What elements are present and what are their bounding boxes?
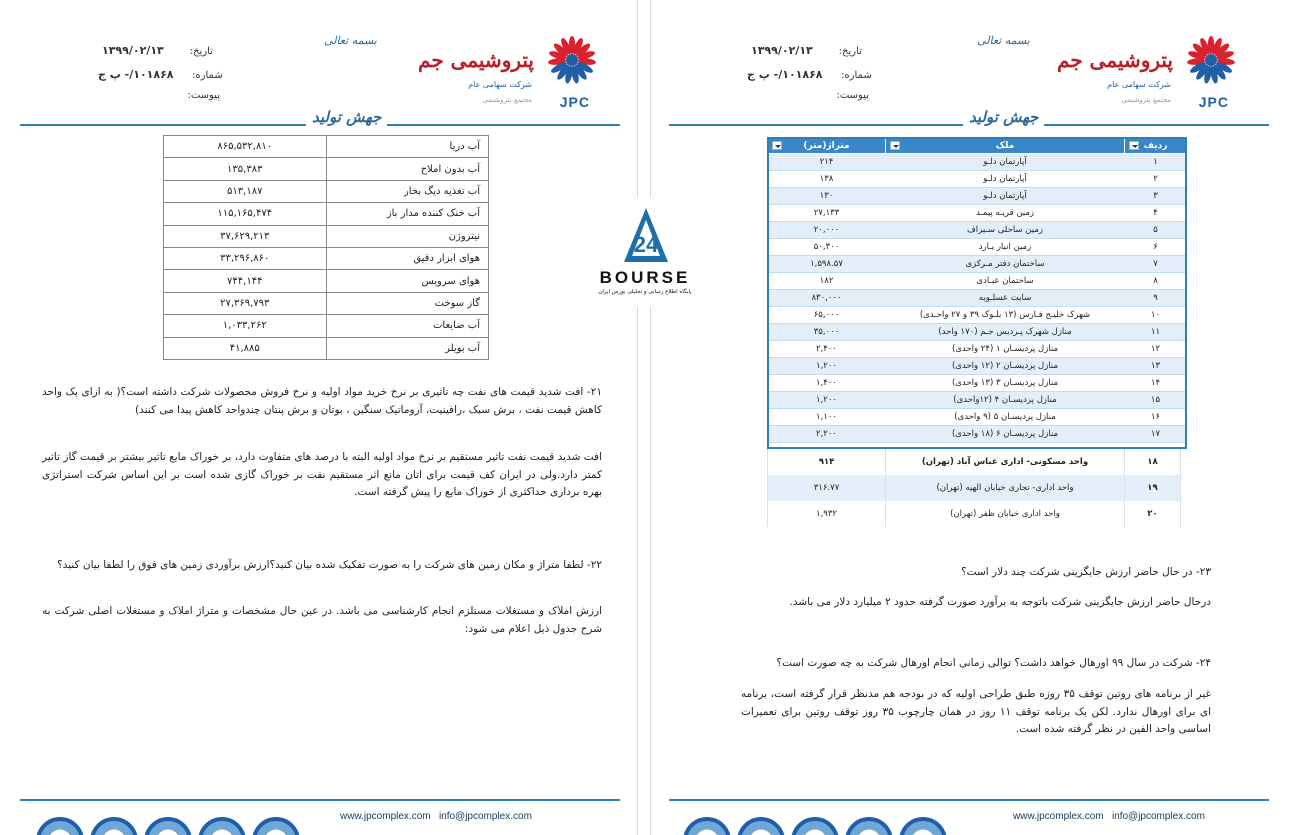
answer-21: افت شدید قیمت نفت تاثیر مستقیم بر نرخ مواد اولیه البته با درصد های متفاوت دارد، بر خوراک مایع تاثیر بیشتر بر قیمت گاز تاثیر کمتر دارد.ولی در ایران کف قیمت برای اتان مانع اثر مستقیم نفت بر خوراک گازی شده است بر این اساس شرکت استراتژی بهره برداری حداکثری از خوراک مایع را پیش گرفته است. [42, 451, 602, 498]
item-name: آب بویلر [326, 337, 489, 359]
row-number: ۷ [1125, 256, 1187, 273]
table-row [768, 256, 1187, 273]
attachment-field [174, 90, 220, 101]
attachment-label: پیوست: [836, 90, 869, 101]
slogan: جهش تولید [306, 108, 387, 126]
row-number: ۱۵ [1125, 392, 1187, 409]
slogan: جهش تولید [963, 108, 1044, 126]
question-22: ۲۲- لطفا متراژ و مکان زمین های شرکت را به صورت تفکیک شده بیان کنید؟ارزش برآوردی زمین های فوق را لطفا بیان کنید؟ [57, 559, 602, 571]
item-value: ۱,۰۳۳,۲۶۲ [164, 315, 327, 337]
table-row [768, 154, 1187, 171]
property-area: ۱,۲۰۰ [768, 358, 886, 375]
table-row [768, 188, 1187, 205]
row-number: ۱۱ [1125, 324, 1187, 341]
brand-sub: شرکت سهامی عام [1107, 80, 1171, 89]
property-area: ۲۱۴ [768, 154, 886, 171]
jpc-logotype: JPC [1198, 94, 1229, 110]
table-row [768, 449, 1181, 475]
table-row [164, 158, 489, 180]
brand-sub2: مجتمع پتروشیمی [482, 96, 532, 104]
table-row [768, 475, 1181, 501]
watermark-word: BOURSE [599, 268, 691, 287]
date-field-right [751, 44, 862, 57]
company-logo-right [1057, 30, 1243, 115]
property-name: منازل شهرک پـردیس جـم (۱۷۰ واحد) [886, 324, 1125, 341]
property-area: ۵۰,۳۰۰ [768, 239, 886, 256]
footer-email[interactable]: info@jpcomplex.com [438, 811, 532, 822]
footer-circle-icon [737, 817, 785, 835]
table-row [164, 337, 489, 359]
property-name: واحد اداری خیابان ظفر (تهران) [886, 501, 1125, 527]
date-value: ۱۳۹۹/۰۲/۱۳ [751, 44, 813, 57]
header-property-label: ملک [995, 140, 1015, 151]
row-number: ۱۶ [1125, 409, 1187, 426]
property-area: ۶۵,۰۰۰ [768, 307, 886, 324]
footer-website[interactable]: www.jpcomplex.com [1013, 811, 1104, 822]
header-row-number[interactable] [1125, 138, 1187, 154]
basmala: بسمه تعالی [977, 34, 1030, 47]
table-row [768, 409, 1187, 426]
item-value: ۷۴۴,۱۴۴ [164, 270, 327, 292]
footer-circle-icon [144, 817, 192, 835]
table-row [164, 270, 489, 292]
property-name: منازل پردیسـان ۱ (۲۴ واحدی) [886, 341, 1125, 358]
filter-dropdown-icon[interactable] [772, 141, 782, 150]
date-field [102, 44, 213, 57]
footer-circle-icon [36, 817, 84, 835]
property-area: ۲۷,۱۳۳ [768, 205, 886, 222]
footer-logos [683, 817, 947, 835]
jpc-logotype: JPC [559, 94, 590, 110]
footer-circle-icon [845, 817, 893, 835]
table-row [768, 375, 1187, 392]
footer-circle-icon [683, 817, 731, 835]
number-label: شماره: [192, 70, 223, 81]
header-row-label: ردیف [1143, 140, 1168, 151]
property-area: ۱,۵۹۸.۵۷ [768, 256, 886, 273]
table-row [164, 180, 489, 202]
property-area: ۳۱۶.۷۷ [768, 475, 886, 501]
item-name: هوای سرویس [326, 270, 489, 292]
property-name: زمین انبار یـارد [886, 239, 1125, 256]
row-number: ۶ [1125, 239, 1187, 256]
table-row [768, 392, 1187, 409]
table-row [768, 273, 1187, 290]
number-field [98, 68, 223, 81]
property-name: آپارتمان دلـو [886, 188, 1125, 205]
item-value: ۳۳,۲۹۶,۸۶۰ [164, 247, 327, 269]
property-name: واحد اداری- تجاری خیابان الهیه (تهران) [886, 475, 1125, 501]
item-name: آب خنک کننده مدار باز [326, 203, 489, 225]
property-area: ۲,۲۰۰ [768, 426, 886, 443]
row-number: ۴ [1125, 205, 1187, 222]
header-area[interactable] [768, 138, 886, 154]
footer-circle-icon [252, 817, 300, 835]
row-number: ۱۷ [1125, 426, 1187, 443]
question-23: ۲۳- در حال حاضر ارزش جایگزینی شرکت چند دلار است؟ [961, 566, 1211, 578]
footer-website[interactable]: www.jpcomplex.com [340, 811, 431, 822]
answer-24: غیر از برنامه های روتین توقف ۳۵ روزه طبق طراحی اولیه که در بودجه هم مدنظر قرار گرفته است، برنامه ای برای اورهال ندارد. لکن یک برنامه توقف ۱۱ روز در همان چارچوب ۳۵ روز توقف روتین برای تعمیرات اساسی واحد الفین در نظر گرفته شده است. [741, 688, 1211, 735]
number-value: ۱۰۱۸۶۸/- پ ج [98, 68, 174, 81]
footer-contact [1013, 811, 1205, 822]
header-area-label: متراژ(متر) [803, 140, 850, 151]
property-table-extra [767, 449, 1181, 527]
property-name: شهرک خلیـج فـارس (۱۳ بلـوک ۳۹ و ۲۷ واحـدی) [886, 307, 1125, 324]
table-row [768, 307, 1187, 324]
row-number: ۵ [1125, 222, 1187, 239]
property-name: آپارتمان دلـو [886, 154, 1125, 171]
property-name: زمین قریـه پیمـد [886, 205, 1125, 222]
property-area: ۱,۲۰۰ [768, 392, 886, 409]
table-row [768, 324, 1187, 341]
item-value: ۳۷,۶۲۹,۲۱۳ [164, 225, 327, 247]
brand-name: پتروشیمی جم [418, 48, 534, 72]
date-label: تاریخ: [838, 46, 862, 57]
question-21: ۲۱- افت شدید قیمت های نفت چه تاثیری بر نرخ خرید مواد اولیه و نرخ فروش محصولات شرکت داشته است؟( به ازای یک واحد کاهش قیمت نفت ، برش سبک ،رافینیت، آروماتیک سنگین ، بوتان و برش پنتان چندواحد کاهش پیدا می کنند) [42, 386, 602, 416]
answer-22: ارزش املاک و مستغلات مستلزم انجام کارشناسی می باشد. در عین حال مشخصات و متراژ املاک و مستغلات اصلی شرکت به شرح جدول ذیل اعلام می شود: [42, 605, 602, 635]
row-number: ۳ [1125, 188, 1187, 205]
property-area: ۲۰,۰۰۰ [768, 222, 886, 239]
header-property[interactable] [886, 138, 1125, 154]
row-number: ۱۸ [1125, 449, 1181, 475]
table-row [768, 171, 1187, 188]
item-value: ۸۶۵,۵۳۲,۸۱۰ [164, 136, 327, 158]
item-value: ۱۳۵,۳۸۳ [164, 158, 327, 180]
table-row [768, 426, 1187, 443]
answer-23: درحال حاضر ارزش جایگزینی شرکت باتوجه به برآورد صورت گرفته حدود ۲ میلیارد دلار می باشد. [789, 596, 1211, 608]
footer-divider [20, 799, 620, 801]
item-name: هوای ابزار دقیق [326, 247, 489, 269]
property-name: ساختمان عبـادی [886, 273, 1125, 290]
table-row [768, 222, 1187, 239]
footer-contact [340, 811, 532, 822]
property-name: زمین ساحلی سـیراف [886, 222, 1125, 239]
table-row [768, 501, 1181, 527]
table-row [164, 225, 489, 247]
row-number: ۱۴ [1125, 375, 1187, 392]
consumption-table [163, 135, 489, 360]
table-row [768, 290, 1187, 307]
item-name: آب ضایعات [326, 315, 489, 337]
table-row [164, 292, 489, 314]
item-value: ۴۱,۸۸۵ [164, 337, 327, 359]
svg-text:24: 24 [633, 232, 659, 257]
row-number: ۸ [1125, 273, 1187, 290]
item-name: آب دریا [326, 136, 489, 158]
bourse-logo-icon [622, 206, 670, 264]
row-number: ۱۰ [1125, 307, 1187, 324]
property-area: ۱۳۰ [768, 188, 886, 205]
property-area: ۹۱۴ [768, 449, 886, 475]
number-label: شماره: [841, 70, 872, 81]
footer-circle-icon [198, 817, 246, 835]
row-number: ۱۳ [1125, 358, 1187, 375]
company-logo [418, 30, 604, 115]
table-row [768, 239, 1187, 256]
footer-circle-icon [899, 817, 947, 835]
property-name: منازل پردیسـان ۳ (۱۳ واحدی) [886, 375, 1125, 392]
item-name: نیتروژن [326, 225, 489, 247]
property-name: منازل پردیسـان ۴ (۱۲واحدی) [886, 392, 1125, 409]
property-name: ساختمان دفتر مـرکزی [886, 256, 1125, 273]
property-area: ۱۳۸ [768, 171, 886, 188]
filter-dropdown-icon[interactable] [1129, 141, 1139, 150]
attachment-field-right [823, 90, 869, 101]
number-value: ۱۰۱۸۶۸/- پ ج [747, 68, 823, 81]
row-number: ۱۲ [1125, 341, 1187, 358]
date-value: ۱۳۹۹/۰۲/۱۳ [102, 44, 164, 57]
footer-divider [669, 799, 1269, 801]
footer-email[interactable]: info@jpcomplex.com [1111, 811, 1205, 822]
row-number: ۲ [1125, 171, 1187, 188]
item-value: ۵۱۳,۱۸۷ [164, 180, 327, 202]
flower-icon [1179, 30, 1243, 94]
property-name: منازل پردیسـان ۲ (۱۲ واحدی) [886, 358, 1125, 375]
date-label: تاریخ: [189, 46, 213, 57]
basmala: بسمه تعالی [324, 34, 377, 47]
table-row [164, 136, 489, 158]
brand-name: پتروشیمی جم [1057, 48, 1173, 72]
item-name: آب تغذیه دیگ بخار [326, 180, 489, 202]
item-name: گاز سوخت [326, 292, 489, 314]
attachment-label: پیوست: [187, 90, 220, 101]
property-area: ۱۸۲ [768, 273, 886, 290]
footer-circle-icon [791, 817, 839, 835]
watermark-sub: پایگاه اطلاع رسانی و تحلیلی بورس ایران [598, 289, 692, 295]
footer-logos [36, 817, 300, 835]
left-page [2, 0, 638, 835]
property-name: منازل پردیسـان ۶ (۱۸ واحدی) [886, 426, 1125, 443]
table-row [768, 205, 1187, 222]
property-area: ۳۵,۰۰۰ [768, 324, 886, 341]
row-number: ۲۰ [1125, 501, 1181, 527]
filter-dropdown-icon[interactable] [890, 141, 900, 150]
bourse-watermark [588, 198, 702, 306]
property-name: واحد مسکونی- اداری عباس آباد (تهران) [886, 449, 1125, 475]
brand-sub: شرکت سهامی عام [468, 80, 532, 89]
item-value: ۱۱۵,۱۶۵,۴۷۴ [164, 203, 327, 225]
question-24: ۲۴- شرکت در سال ۹۹ اورهال خواهد داشت؟ توالی زمانی انجام اورهال شرکت به چه صورت است؟ [776, 657, 1211, 669]
property-area: ۱,۱۰۰ [768, 409, 886, 426]
property-name: منازل پردیسـان ۵ (۹ واحدی) [886, 409, 1125, 426]
item-name: آب بدون املاح [326, 158, 489, 180]
row-number: ۱۹ [1125, 475, 1181, 501]
table-row [164, 247, 489, 269]
footer-circle-icon [90, 817, 138, 835]
property-table [767, 137, 1187, 443]
right-page [650, 0, 1286, 835]
row-number: ۹ [1125, 290, 1187, 307]
item-value: ۲۷,۳۶۹,۷۹۳ [164, 292, 327, 314]
property-table-header [768, 138, 1187, 154]
property-area: ۲,۴۰۰ [768, 341, 886, 358]
brand-sub2: مجتمع پتروشیمی [1121, 96, 1171, 104]
table-row [164, 315, 489, 337]
number-field-right [747, 68, 872, 81]
table-row [164, 203, 489, 225]
table-row [768, 341, 1187, 358]
row-number: ۱ [1125, 154, 1187, 171]
flower-icon [540, 30, 604, 94]
property-name: آپارتمان دلـو [886, 171, 1125, 188]
property-area: ۱,۴۰۰ [768, 375, 886, 392]
property-area: ۸۳۰,۰۰۰ [768, 290, 886, 307]
property-area: ۱,۹۳۲ [768, 501, 886, 527]
property-name: سایت عسلـویه [886, 290, 1125, 307]
table-row [768, 358, 1187, 375]
